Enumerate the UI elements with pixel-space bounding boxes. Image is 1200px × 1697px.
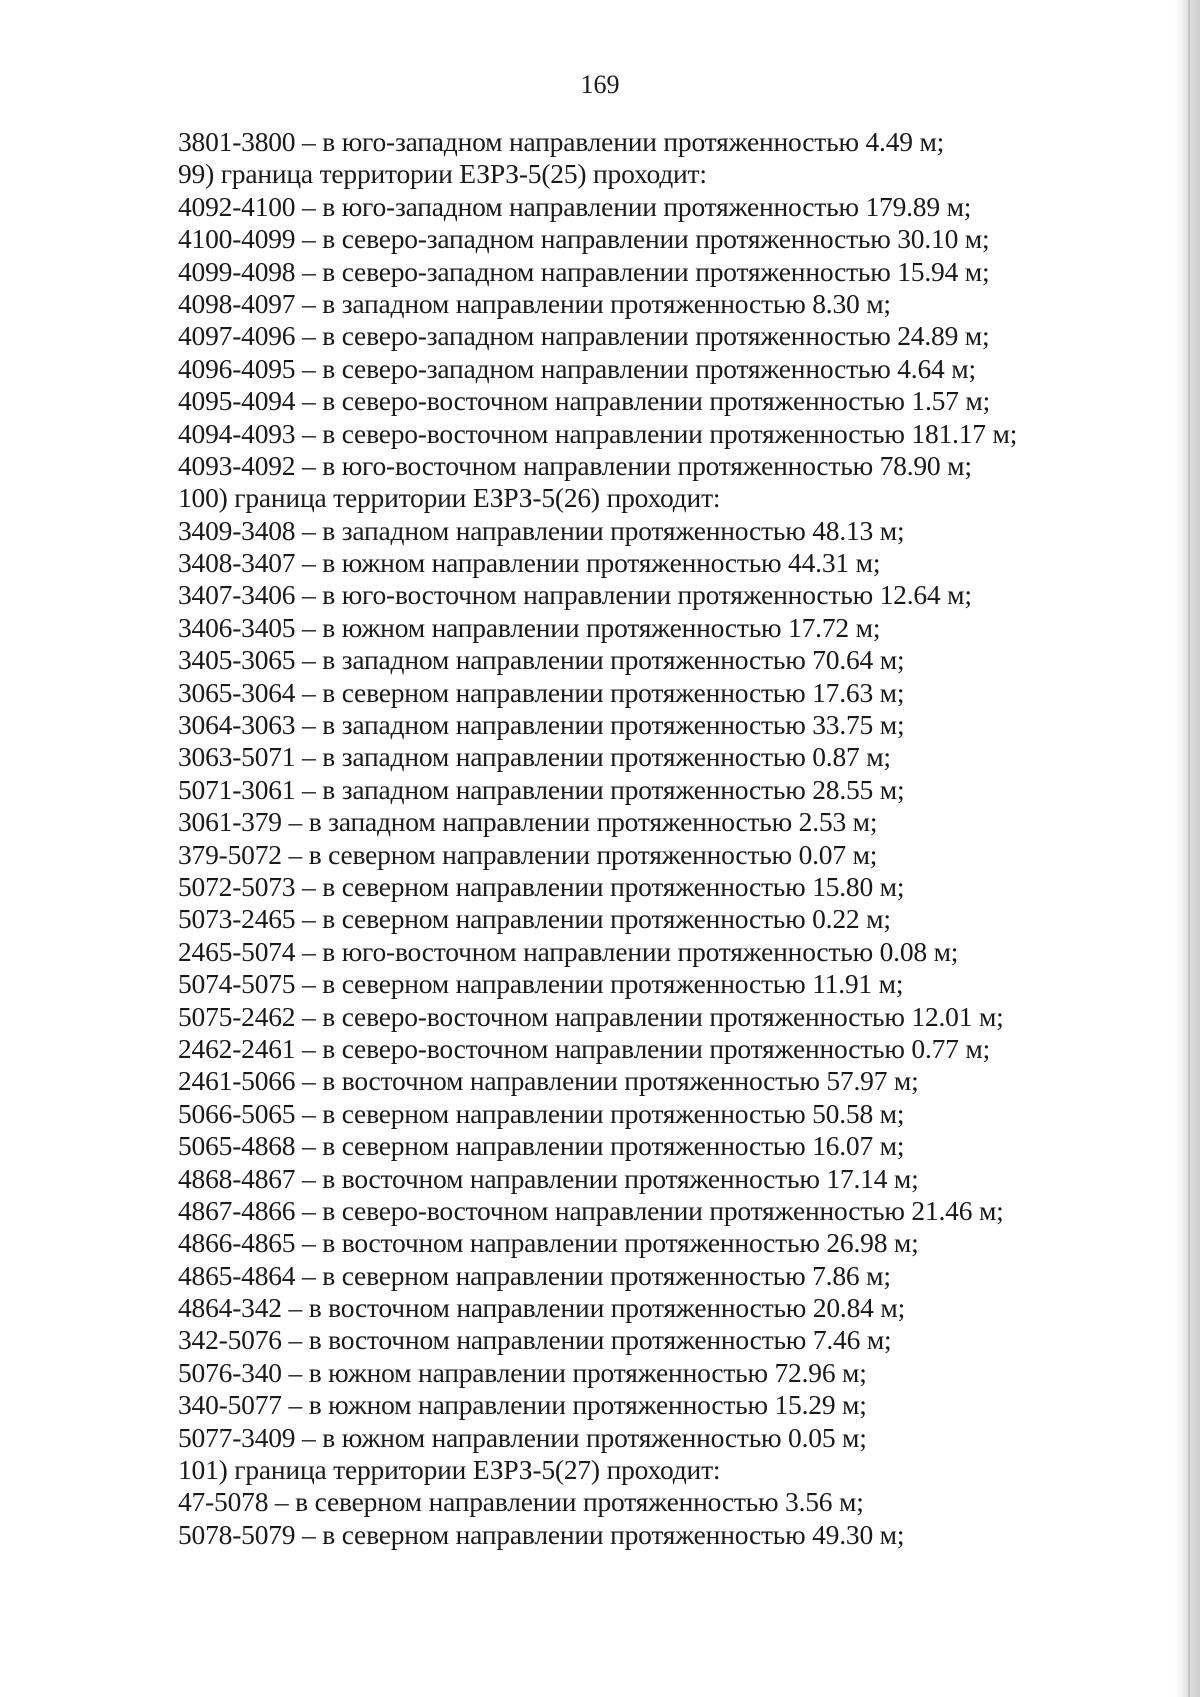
page-number: 169 <box>580 70 620 99</box>
text-line: 4092-4100 – в юго-западном направлении протяженностью 179.89 м; <box>178 190 972 222</box>
text-line: 4093-4092 – в юго-восточном направлении протяженностью 78.90 м; <box>178 449 972 481</box>
scan-edge-line <box>1188 0 1190 1697</box>
text-line: 3406-3405 – в южном направлении протяженностью 17.72 м; <box>178 611 881 643</box>
text-line: 4096-4095 – в северо-западном направлении протяженностью 4.64 м; <box>178 352 976 384</box>
text-line: 2465-5074 – в юго-восточном направлении протяженностью 0.08 м; <box>178 935 959 967</box>
text-line: 3063-5071 – в западном направлении протяженностью 0.87 м; <box>178 741 891 773</box>
text-line: 5074-5075 – в северном направлении протяженностью 11.91 м; <box>178 968 904 1000</box>
text-line: 4866-4865 – в восточном направлении протяженностью 26.98 м; <box>178 1227 919 1259</box>
text-line: 4867-4866 – в северо-восточном направлении протяженностью 21.46 м; <box>178 1194 1004 1226</box>
text-line: 3065-3064 – в северном направлении протяженностью 17.63 м; <box>178 676 905 708</box>
text-line: 5078-5079 – в северном направлении протяженностью 49.30 м; <box>178 1518 905 1550</box>
text-line: 47-5078 – в северном направлении протяженностью 3.56 м; <box>178 1486 864 1518</box>
text-line: 5066-5065 – в северном направлении протяженностью 50.58 м; <box>178 1097 905 1129</box>
text-line: 5065-4868 – в северном направлении протяженностью 16.07 м; <box>178 1130 905 1162</box>
text-line: 3061-379 – в западном направлении протяженностью 2.53 м; <box>178 806 878 838</box>
document-body <box>178 126 1078 1551</box>
text-line: 4095-4094 – в северо-восточном направлении протяженностью 1.57 м; <box>178 385 991 417</box>
text-line: 342-5076 – в восточном направлении протяженностью 7.46 м; <box>178 1324 892 1356</box>
text-line: 4099-4098 – в северо-западном направлении протяженностью 15.94 м; <box>178 255 990 287</box>
text-line: 340-5077 – в южном направлении протяженностью 15.29 м; <box>178 1389 867 1421</box>
section-heading: 99) граница территории ЕЗРЗ-5(25) проходит: <box>178 158 707 190</box>
text-line: 5075-2462 – в северо-восточном направлении протяженностью 12.01 м; <box>178 1000 1004 1032</box>
text-line: 2461-5066 – в восточном направлении протяженностью 57.97 м; <box>178 1065 919 1097</box>
text-line: 4868-4867 – в восточном направлении протяженностью 17.14 м; <box>178 1162 919 1194</box>
section-heading: 100) граница территории ЕЗРЗ-5(26) проходит: <box>178 482 721 514</box>
text-line: 4098-4097 – в западном направлении протяженностью 8.30 м; <box>178 287 891 319</box>
text-line: 4094-4093 – в северо-восточном направлении протяженностью 181.17 м; <box>178 417 1018 449</box>
text-line: 379-5072 – в северном направлении протяженностью 0.07 м; <box>178 838 878 870</box>
text-line: 5076-340 – в южном направлении протяженностью 72.96 м; <box>178 1356 867 1388</box>
section-heading: 101) граница территории ЕЗРЗ-5(27) проходит: <box>178 1454 721 1486</box>
text-line: 5077-3409 – в южном направлении протяженностью 0.05 м; <box>178 1421 867 1453</box>
text-line: 4097-4096 – в северо-западном направлении протяженностью 24.89 м; <box>178 320 990 352</box>
text-line: 4864-342 – в восточном направлении протяженностью 20.84 м; <box>178 1292 906 1324</box>
text-line: 4865-4864 – в северном направлении протяженностью 7.86 м; <box>178 1259 891 1291</box>
text-line: 3064-3063 – в западном направлении протяженностью 33.75 м; <box>178 709 905 741</box>
text-line: 3801-3800 – в юго-западном направлении протяженностью 4.49 м; <box>178 126 945 157</box>
text-line: 4100-4099 – в северо-западном направлении протяженностью 30.10 м; <box>178 223 990 255</box>
scan-edge-shadow <box>1174 0 1200 1697</box>
text-line: 3409-3408 – в западном направлении протяженностью 48.13 м; <box>178 514 905 546</box>
text-line: 2462-2461 – в северо-восточном направлении протяженностью 0.77 м; <box>178 1032 991 1064</box>
text-line: 3408-3407 – в южном направлении протяженностью 44.31 м; <box>178 547 881 579</box>
text-line: 5072-5073 – в северном направлении протяженностью 15.80 м; <box>178 870 905 902</box>
text-line: 5073-2465 – в северном направлении протяженностью 0.22 м; <box>178 903 891 935</box>
text-line: 3407-3406 – в юго-восточном направлении протяженностью 12.64 м; <box>178 579 972 611</box>
text-line: 5071-3061 – в западном направлении протяженностью 28.55 м; <box>178 773 905 805</box>
text-line: 3405-3065 – в западном направлении протяженностью 70.64 м; <box>178 644 905 676</box>
